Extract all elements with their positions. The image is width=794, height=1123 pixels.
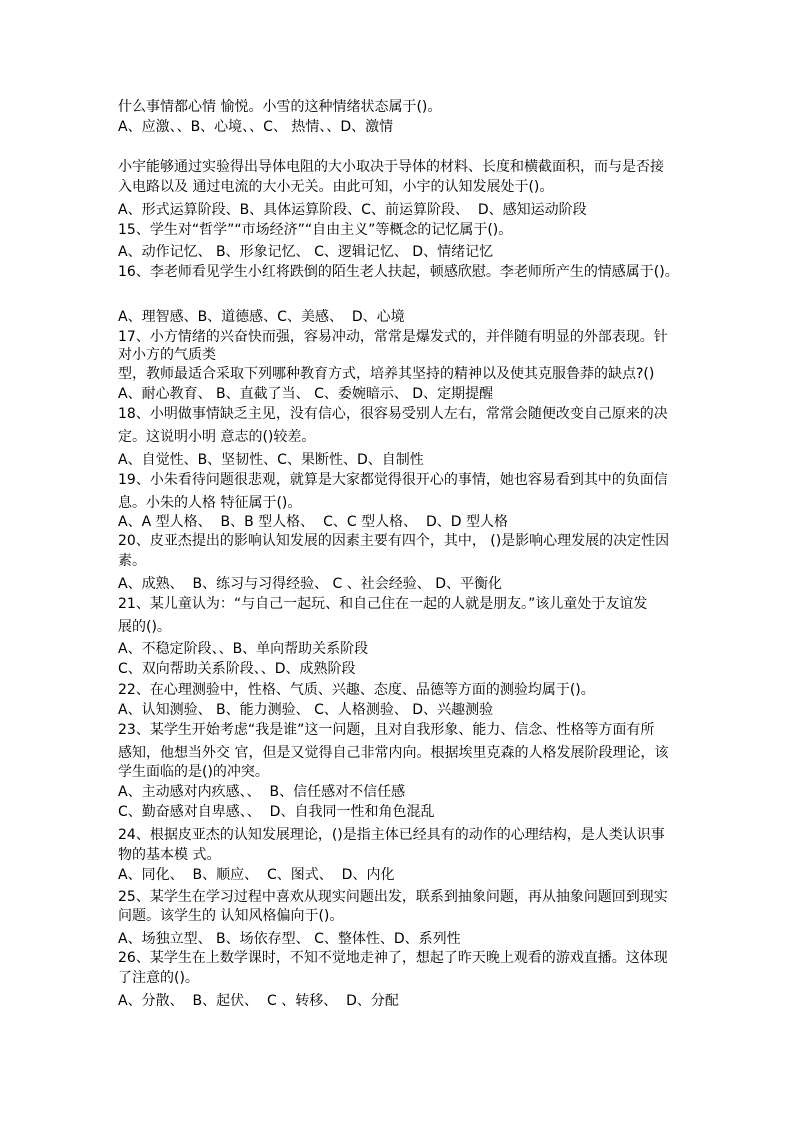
- question-20: 20、皮亚杰提出的影响认知发展的因素主要有四个，其中， ()是影响心理发展的决定性因: [118, 533, 670, 549]
- text-line: 展的()。: [118, 619, 171, 635]
- options-line: A、场独立型、 B、场依存型、 C、整体性、D、系列性: [118, 931, 461, 947]
- question-21: 21、某儿童认为：“与自己一起玩、和自己住在一起的人就是朋友。”该儿童处于友谊发: [118, 596, 648, 612]
- text-line: 息。小朱的人格 特征属于()。: [118, 495, 302, 511]
- question-18: 18、小明做事情缺乏主见，没有信心，很容易受别人左右，常常会随便改变自己原来的决: [118, 406, 668, 422]
- options-line: A、成熟、 B、练习与习得经验、 C 、社会经验、 D、平衡化: [118, 576, 502, 592]
- question-23: 23、某学生开始考虑“我是谁”这一问题，且对自我形象、能力、信念、性格等方面有所: [118, 722, 655, 738]
- question-17: 17、小方情绪的兴奋快而强，容易冲动，常常是爆发式的，并伴随有明显的外部表现。针: [118, 329, 668, 345]
- question-25: 25、某学生在学习过程中喜欢从现实问题出发，联系到抽象问题，再从抽象问题回到现实: [118, 889, 668, 905]
- options-line: A、理智感、B、道德感、C、美感、 D、心境: [118, 309, 405, 325]
- question-26: 26、某学生在上数学课时，不知不觉地走神了，想起了昨天晚上观看的游戏直播。这体现: [118, 950, 668, 966]
- options-line: A、分散、 B、起伏、 C 、转移、 D、分配: [118, 993, 399, 1009]
- text-line: 对小方的气质类: [118, 347, 216, 363]
- options-line: A、认知测验、 B、能力测验、 C、人格测验、 D、兴趣测验: [118, 702, 494, 718]
- text-line: 定。这说明小明 意志的()较差。: [118, 429, 316, 445]
- options-line: A、A 型人格、 B、B 型人格、 C、C 型人格、 D、D 型人格: [118, 514, 508, 530]
- question-15: 15、学生对“哲学”“市场经济”“自由主义”等概念的记忆属于()。: [118, 222, 513, 238]
- text-line: 素。: [118, 553, 146, 569]
- options-line: A、同化、 B、顺应、 C、图式、 D、内化: [118, 867, 395, 883]
- options-line: C、勤奋感对自卑感、、 D、自我同一性和角色混乱: [118, 804, 435, 820]
- options-line: A、应激、、B、心境、、C、 热情、、D、激情: [118, 119, 394, 135]
- options-line: A、主动感对内疚感、、 B、信任感对不信任感: [118, 784, 406, 800]
- options-line: C、双向帮助关系阶段、、D、成熟阶段: [118, 661, 356, 677]
- text-line: 了注意的()。: [118, 970, 199, 986]
- text-line: 感知，他想当外交 官，但是又觉得自己非常内向。根据埃里克森的人格发展阶段理论，该: [118, 745, 669, 761]
- options-line: A、耐心教育、 B、直截了当、 C、委婉暗示、 D、定期提醒: [118, 386, 494, 402]
- options-line: A、不稳定阶段、、B、单向帮助关系阶段: [118, 641, 369, 657]
- text-line: 问题。该学生的 认知风格偏向于()。: [118, 908, 344, 924]
- options-line: A、自觉性、B、坚韧性、C、果断性、D、自制性: [118, 452, 424, 468]
- question-19: 19、小朱看待问题很悲观，就算是大家都觉得很开心的事情，她也容易看到其中的负面信: [118, 472, 668, 488]
- question-16: 16、李老师看见学生小红将跌倒的陌生老人扶起，顿感欣慰。李老师所产生的情感属于()。: [118, 264, 679, 280]
- options-line: A、形式运算阶段、B、具体运算阶段、C、前运算阶段、 D、感知运动阶段: [118, 202, 587, 218]
- text-line: 小宇能够通过实验得出导体电阻的大小取决于导体的材料、长度和横截面积，而与是否接: [118, 159, 664, 175]
- question-22: 22、在心理测验中，性格、气质、兴趣、态度、品德等方面的测验均属于()。: [118, 682, 595, 698]
- question-24: 24、根据皮亚杰的认知发展理论，()是指主体已经具有的动作的心理结构，是人类认识事: [118, 827, 665, 843]
- text-line: 入电路以及 通过电流的大小无关。由此可知，小宇的认知发展处于()。: [118, 179, 554, 195]
- text-line: 学生面临的是()的冲突。: [118, 764, 269, 780]
- text-line: 型，教师最适合采取下列哪种教育方式，培养其坚持的精神以及使其克服鲁莽的缺点?(): [118, 366, 655, 382]
- text-line: 物的基本模 式。: [118, 847, 221, 863]
- text-line: 什么事情都心情 愉悦。小雪的这种情绪状态属于()。: [118, 99, 442, 115]
- options-line: A、动作记忆、 B、形象记忆、 C、逻辑记忆、 D、情绪记忆: [118, 244, 494, 260]
